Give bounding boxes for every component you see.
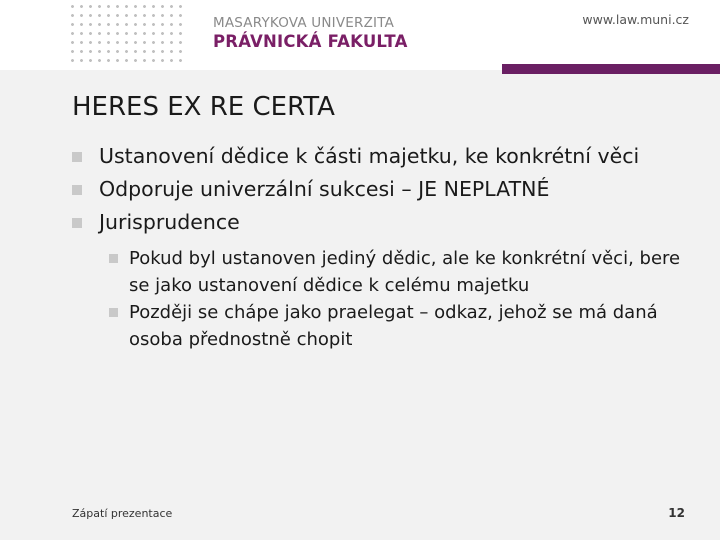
bullet-square-icon: [72, 152, 82, 162]
bullet-item: [72, 173, 692, 206]
slide-title: HERES EX RE CERTA: [72, 92, 335, 122]
sub-bullet-list: [99, 245, 692, 353]
bullet-item: [72, 206, 692, 353]
sub-bullet-square-icon: [109, 254, 118, 263]
bullet-text: Ustanovení dědice k části majetku, ke konkrétní věci: [99, 144, 640, 168]
sub-bullet-item: [109, 299, 689, 353]
bullet-text: Jurisprudence: [99, 210, 240, 234]
page-number: 12: [668, 506, 685, 520]
slide-header: [0, 0, 720, 70]
bullet-item: [72, 140, 692, 173]
bullet-square-icon: [72, 218, 82, 228]
header-accent-bar: [502, 64, 720, 74]
university-name: MASARYKOVA UNIVERZITA: [213, 15, 395, 31]
sub-bullet-item: [109, 245, 689, 299]
footer-text: Zápatí prezentace: [72, 507, 173, 520]
bullet-square-icon: [72, 185, 82, 195]
sub-bullet-text: Pokud byl ustanoven jediný dědic, ale ke konkrétní věci, bere se jako ustanovení dědice k celému majetku: [129, 248, 681, 296]
sub-bullet-square-icon: [109, 308, 118, 317]
faculty-name: PRÁVNICKÁ FAKULTA: [213, 32, 408, 51]
sub-bullet-text: Později se chápe jako praelegat – odkaz, jehož se má daná osoba přednostně chopit: [129, 302, 658, 350]
bullet-text: Odporuje univerzální sukcesi – JE NEPLATNÉ: [99, 177, 550, 201]
website-url: www.law.muni.cz: [582, 12, 689, 27]
university-logo-pattern: [68, 2, 186, 68]
bullet-list: [72, 140, 692, 353]
